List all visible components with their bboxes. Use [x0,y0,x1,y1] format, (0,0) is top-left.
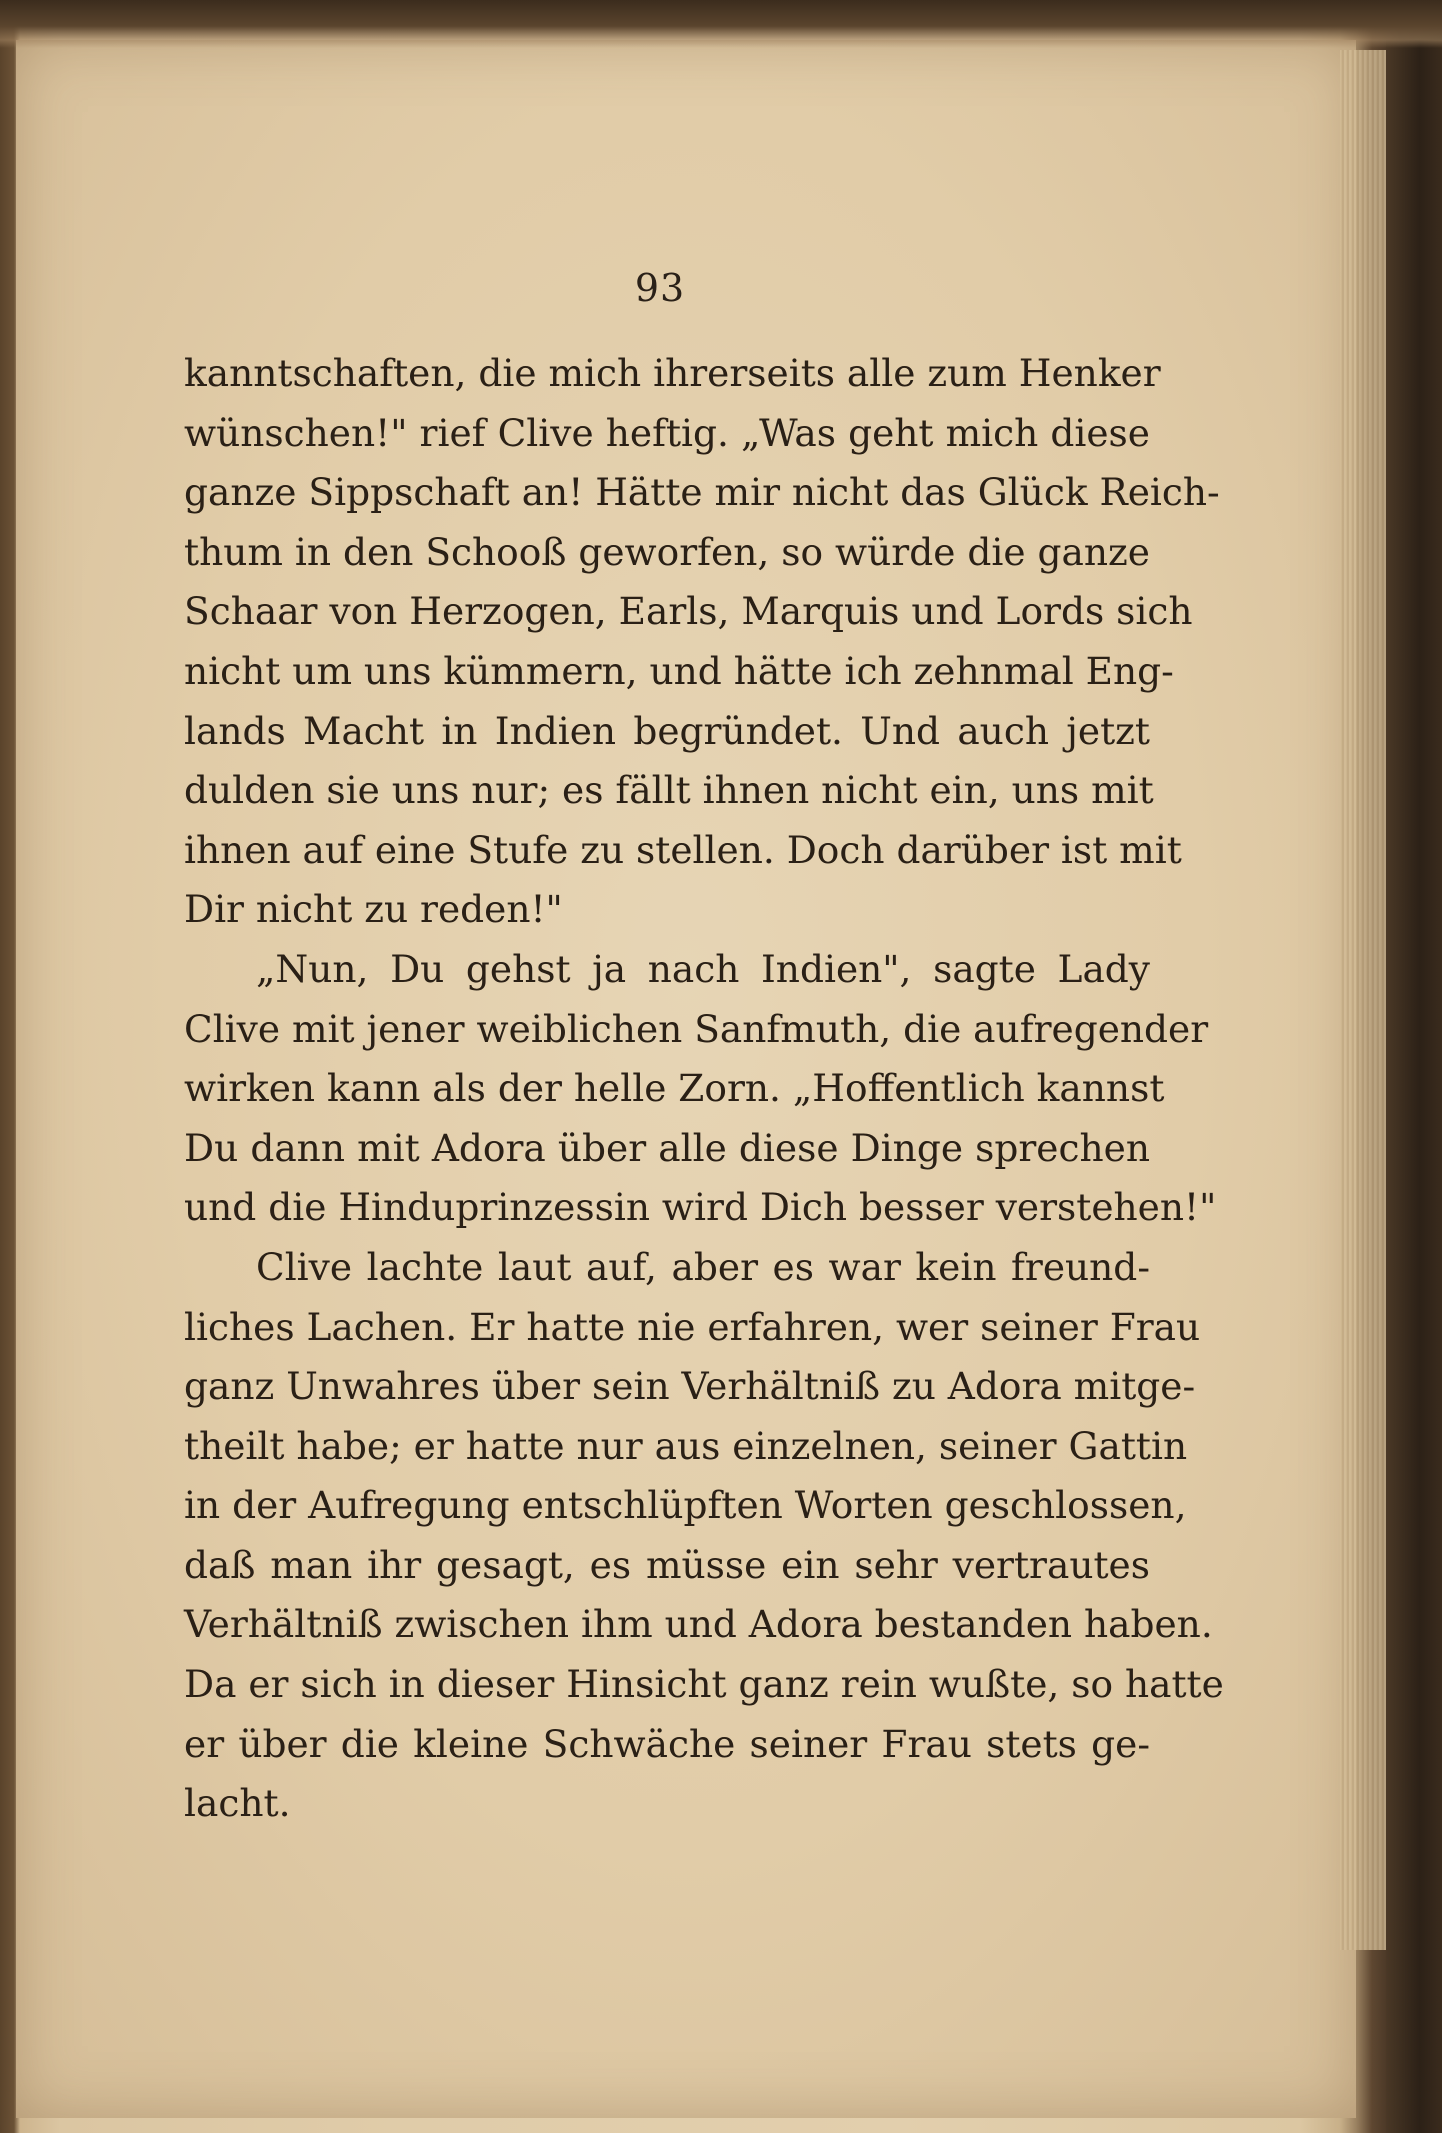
text-line: wünschen!" rief Clive heftig. „Was geht mich diese [184,410,1150,455]
text-line: Dir nicht zu reden!" [184,887,563,932]
text-line: er über die kleine Schwäche seiner Frau stets ge- [184,1721,1150,1766]
text-line: nicht um uns kümmern, und hätte ich zehnmal Eng- [184,648,1174,693]
text-line: ihnen auf eine Stufe zu stellen. Doch darüber ist mit [184,827,1182,872]
text-line: Verhältniß zwischen ihm und Adora bestanden haben. [184,1602,1213,1647]
text-line: dulden sie uns nur; es fällt ihnen nicht ein, uns mit [184,768,1154,813]
text-line: lands Macht in Indien begründet. Und auch jetzt [184,708,1150,753]
body-text [184,344,1224,1834]
text-line: und die Hinduprinzessin wird Dich besser verstehen!" [184,1185,1217,1230]
text-line: Clive mit jener weiblichen Sanfmuth, die aufregender [184,1006,1209,1051]
text-line: Clive lachte laut auf, aber es war kein freund- [256,1244,1150,1289]
text-line: Du dann mit Adora über alle diese Dinge sprechen [184,1125,1150,1170]
text-line: „Nun, Du gehst ja nach Indien", sagte Lady [256,946,1150,991]
text-line: ganze Sippschaft an! Hätte mir nicht das Glück Reich- [184,470,1220,515]
page-number: 93 [634,266,686,310]
text-line: lacht. [184,1781,291,1826]
text-line: thum in den Schooß geworfen, so würde die ganze [184,529,1150,574]
text-line: kanntschaften, die mich ihrerseits alle zum Henker [184,351,1161,395]
text-line: in der Aufregung entschlüpften Worten geschlossen, [184,1483,1187,1528]
top-binding-shadow [0,0,1442,48]
text-line: Schaar von Herzogen, Earls, Marquis und Lords sich [184,589,1193,634]
book-cover-edge [1386,40,1442,2133]
text-line: ganz Unwahres über sein Verhältniß zu Adora mitge- [184,1364,1196,1409]
text-line: theilt habe; er hatte nur aus einzelnen, seiner Gattin [184,1423,1188,1468]
text-line: liches Lachen. Er hatte nie erfahren, wer seiner Frau [184,1304,1201,1349]
page-edges [1340,50,1386,1950]
text-line: daß man ihr gesagt, es müsse ein sehr vertrautes [184,1542,1150,1587]
text-line: Da er sich in dieser Hinsicht ganz rein wußte, so hatte [184,1662,1224,1707]
text-line: wirken kann als der helle Zorn. „Hoffentlich kannst [184,1066,1165,1111]
